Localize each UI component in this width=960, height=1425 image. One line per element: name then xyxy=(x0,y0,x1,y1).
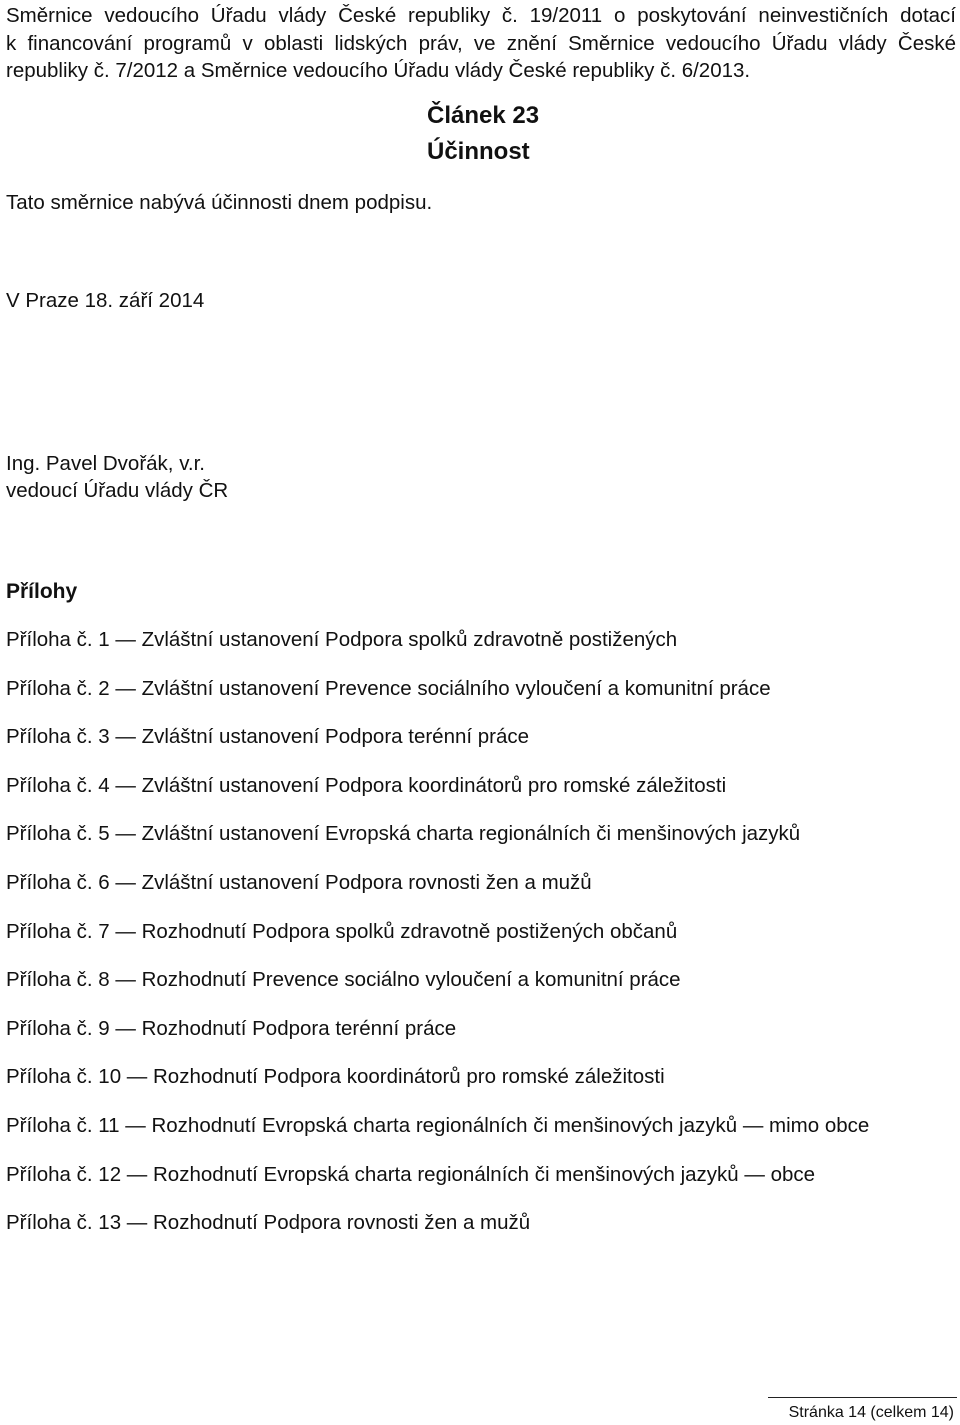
attachment-item: Příloha č. 12 — Rozhodnutí Evropská charta regionálních či menšinových jazyků — obce xyxy=(6,1162,816,1186)
attachment-item: Příloha č. 7 — Rozhodnutí Podpora spolků zdravotně postižených občanů xyxy=(6,919,678,943)
attachment-item: Příloha č. 4 — Zvláštní ustanovení Podpora koordinátorů pro romské záležitosti xyxy=(6,773,727,797)
attachments-heading: Přílohy xyxy=(6,580,78,603)
article-heading xyxy=(427,98,539,170)
attachment-item: Příloha č. 6 — Zvláštní ustanovení Podpora rovnosti žen a mužů xyxy=(6,870,592,894)
signatory-name: Ing. Pavel Dvořák, v.r. xyxy=(6,452,206,475)
attachment-item: Příloha č. 10 — Rozhodnutí Podpora koordinátorů pro romské záležitosti xyxy=(6,1065,665,1089)
attachments-list xyxy=(6,627,869,1259)
attachment-item: Příloha č. 5 — Zvláštní ustanovení Evropská charta regionálních či menšinových jazyků xyxy=(6,822,801,846)
attachment-item: Příloha č. 13 — Rozhodnutí Podpora rovnosti žen a mužů xyxy=(6,1211,531,1235)
attachment-item: Příloha č. 3 — Zvláštní ustanovení Podpora terénní práce xyxy=(6,725,530,749)
article-number: Článek 23 xyxy=(427,102,540,129)
attachment-item: Příloha č. 11 — Rozhodnutí Evropská charta regionálních či menšinových jazyků — mimo obce xyxy=(6,1113,870,1137)
attachment-item: Příloha č. 2 — Zvláštní ustanovení Prevence sociálního vyloučení a komunitní práce xyxy=(6,676,771,700)
intro-line: republiky č. 7/2012 a Směrnice vedoucího Úřadu vlády České republiky č. 6/2013. xyxy=(6,59,751,82)
attachment-item: Příloha č. 9 — Rozhodnutí Podpora terénní práce xyxy=(6,1016,457,1040)
signature-block xyxy=(6,450,228,504)
attachment-item: Příloha č. 1 — Zvláštní ustanovení Podpora spolků zdravotně postižených xyxy=(6,628,678,651)
intro-line: k financování programů v oblasti lidských práv, ve znění Směrnice vedoucího Úřadu vlády České xyxy=(6,31,956,55)
footer-divider xyxy=(768,1397,957,1398)
attachment-item: Příloha č. 8 — Rozhodnutí Prevence sociálno vyloučení a komunitní práce xyxy=(6,968,681,992)
effect-statement: Tato směrnice nabývá účinnosti dnem podpisu. xyxy=(6,191,433,214)
page-number: Stránka 14 (celkem 14) xyxy=(788,1404,954,1421)
place-date: V Praze 18. září 2014 xyxy=(6,289,205,312)
signatory-position: vedoucí Úřadu vlády ČR xyxy=(6,479,229,502)
intro-line: Směrnice vedoucího Úřadu vlády České republiky č. 19/2011 o poskytování neinvestičních dotací xyxy=(6,4,956,27)
article-title: Účinnost xyxy=(427,138,530,165)
intro-paragraph xyxy=(6,2,956,85)
